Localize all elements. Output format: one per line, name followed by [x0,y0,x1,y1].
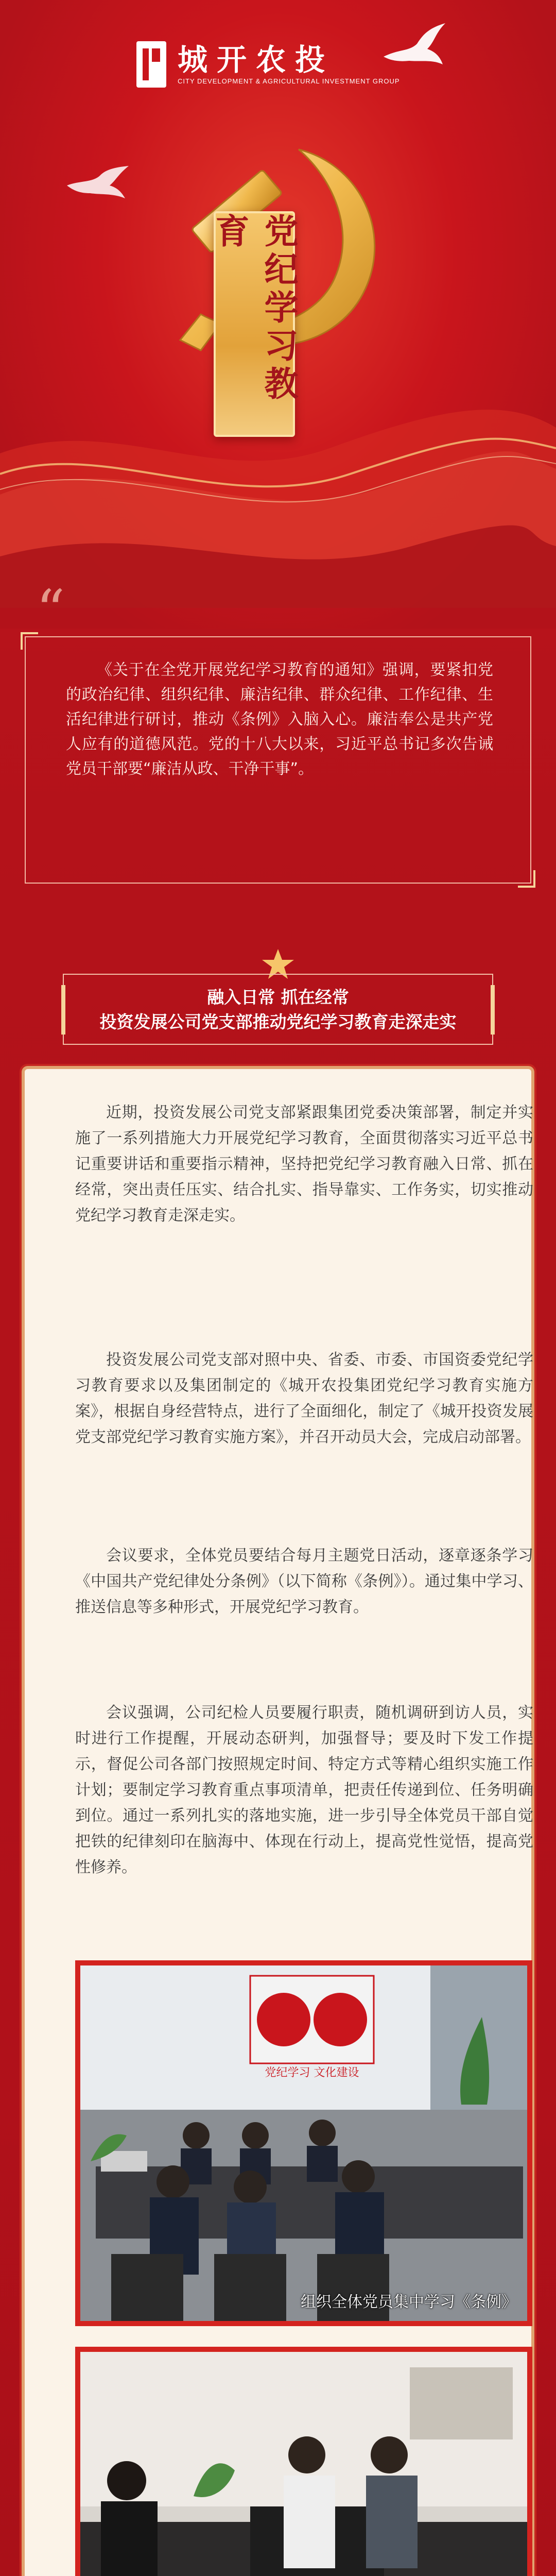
photo-group-study-scene [80,1965,527,2321]
photo-field-research [75,2347,532,2576]
article-paragraph-3: 会议要求，全体党员要结合每月主题党日活动，逐章逐条学习《中国共产党纪律处分条例》（以下简称《条例》）。通过集中学习、推送信息等多种形式，开展党纪学习教育。 [75,1547,533,1616]
section-title-line1: 融入日常 抓在经常 [207,987,349,1007]
article-paragraph-2: 投资发展公司党支部对照中央、省委、市委、市国资委党纪学习教育要求以及集团制定的《城开农投集团党纪学习教育实施方案》，根据自身经营特点，进行了全面细化，制定了《城开投资发展党支部党纪学习教育实施方案》，并召开动员大会，完成启动部署。 [75,1351,533,1446]
brand-logo-icon [136,41,166,88]
article-paragraph-1: 近期，投资发展公司党支部紧跟集团党委决策部署，制定并实施了一系列措施大力开展党纪学习教育，全面贯彻落实习近平总书记重要讲话和重要指示精神，坚持把党纪学习教育融入日常、抓在经常，突出责任压实、结合扎实、指导靠实、工作务实，切实推动党纪学习教育走深走实。 [75,1104,533,1225]
hero-banner [0,0,556,629]
intro-frame [25,636,531,884]
article-card [25,1069,531,2576]
photo-group-study [75,1960,532,2326]
dove-icon [378,21,450,72]
quote-icon: “ [36,578,65,629]
dove-icon [64,165,131,201]
photo-field-research-scene [80,2352,527,2576]
hero-slogan: 党纪学习教育 [210,213,299,404]
photo-board-text: 党纪学习 文化建设 [265,2066,359,2079]
brand-name-cn: 城开农投 [178,42,335,77]
brand-name-en: CITY DEVELOPMENT & AGRICULTURAL INVESTMENT GROUP [178,77,400,85]
intro-paragraph: 《关于在全党开展党纪学习教育的通知》强调，要紧扣党的政治纪律、组织纪律、廉洁纪律、群众纪律、工作纪律、生活纪律进行研讨，推动《条例》入脑入心。廉洁奉公是共产党人应有的道德风范。党的十八大以来，习近平总书记多次告诫党员干部要“廉洁从政、干净干事”。 [66,661,493,778]
article-paragraph-4: 会议强调，公司纪检人员要履行职责，随机调研到访人员，实时进行工作提醒，开展动态研判，加强督导；要及时下发工作提示，督促公司各部门按照规定时间、特定方式等精心组织实施工作计划；要制定学习教育重点事项清单，把责任传递到位、任务明确到位。通过一系列扎实的落地实施，进一步引导全体党员干部自觉把铁的纪律刻印在脑海中、体现在行动上，提高党性觉悟，提高党性修养。 [75,1704,533,1876]
brand-logo [136,41,400,88]
section-title [63,974,493,1045]
photo-group-study-caption: 组织全体党员集中学习《条例》 [301,2293,517,2311]
section-title-line2: 投资发展公司党支部推动党纪学习教育走深走实 [99,1012,457,1032]
hero-slogan-plaque [210,211,299,437]
